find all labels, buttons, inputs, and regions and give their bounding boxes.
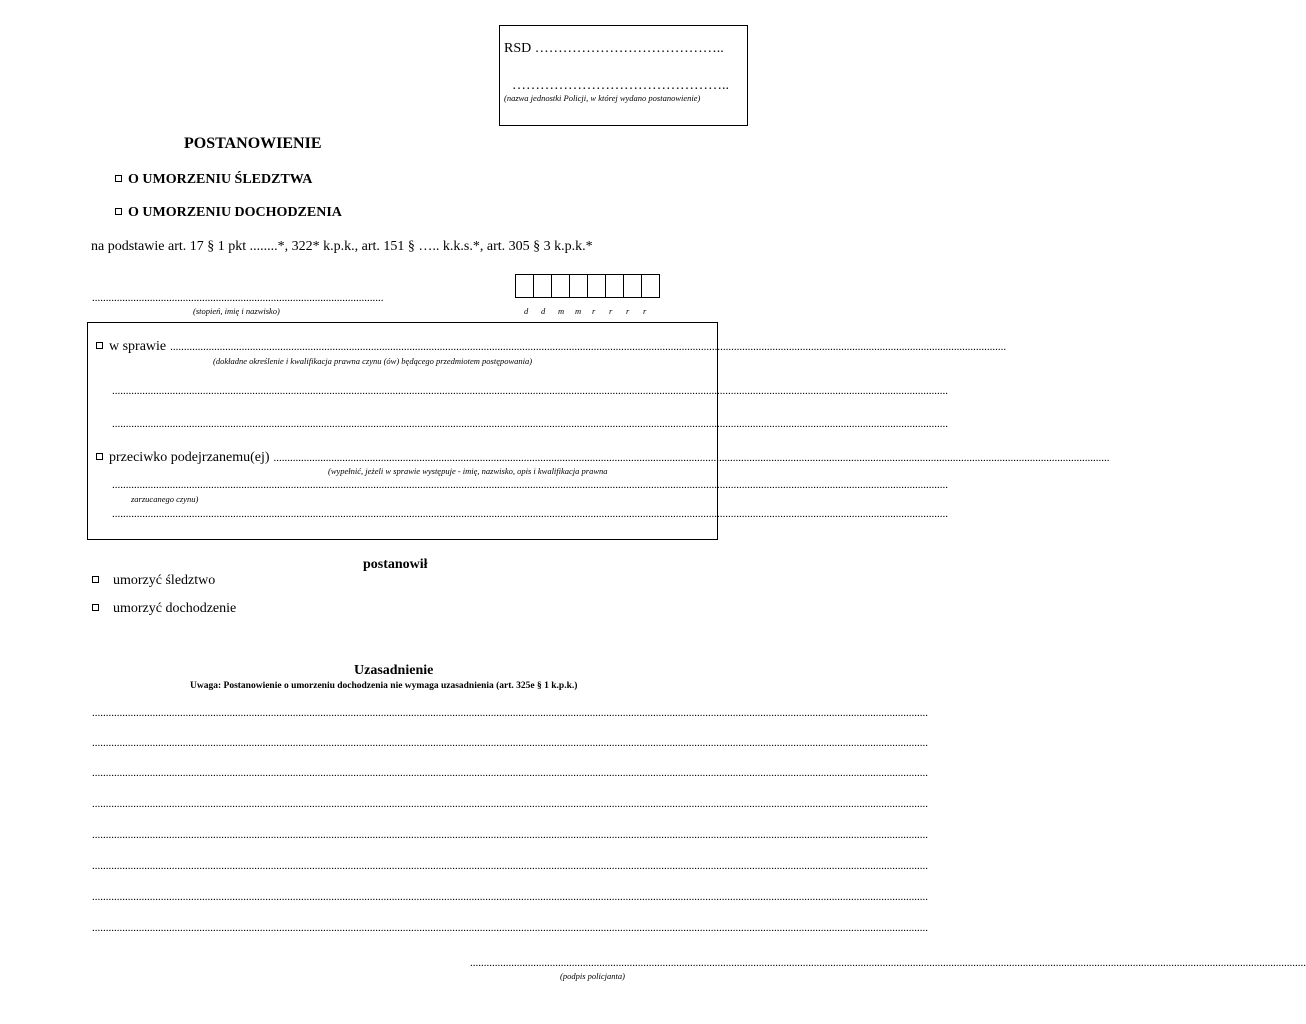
przeciwko-caption-cont: zarzucanego czynu) xyxy=(131,494,199,504)
decision-opt-dochodzenie-label: umorzyć dochodzenie xyxy=(113,601,237,616)
option-sledztwo[interactable] xyxy=(115,172,312,188)
date-cell[interactable] xyxy=(623,274,642,298)
justification-line[interactable]: ................................................................................................................................................................................................................................................................................................................ xyxy=(92,798,928,810)
justification-line[interactable]: ................................................................................................................................................................................................................................................................................................................ xyxy=(92,860,928,872)
case-line[interactable]: ................................................................................................................................................................................................................................................................................................................ xyxy=(112,479,948,491)
decision-opt-sledztwo-label: umorzyć śledztwo xyxy=(113,573,216,588)
decision-opt-sledztwo[interactable] xyxy=(92,573,215,589)
justification-title: Uzasadnienie xyxy=(354,663,434,678)
date-cell[interactable] xyxy=(533,274,552,298)
date-label: r xyxy=(609,306,613,316)
checkbox-icon[interactable] xyxy=(92,604,99,611)
case-box xyxy=(87,322,1110,540)
legal-basis: na podstawie art. 17 § 1 pkt ........*, 322* k.p.k., art. 151 § ….. k.k.s.*, art. 305 § 3 k.p.k.* xyxy=(91,239,593,254)
w-sprawie-caption: (dokładne określenie i kwalifikacja prawna czynu (ów) będącego przedmiotem postępowania) xyxy=(213,356,533,366)
przeciwko-caption: (wypełnić, jeżeli w sprawie występuje - imię, nazwisko, opis i kwalifikacja prawna xyxy=(328,466,608,476)
option-sledztwo-label: O UMORZENIU ŚLEDZTWA xyxy=(128,172,313,187)
case-line[interactable]: ................................................................................................................................................................................................................................................................................................................ xyxy=(112,385,948,397)
justification-line[interactable]: ................................................................................................................................................................................................................................................................................................................ xyxy=(92,922,928,934)
signature-caption: (podpis policjanta) xyxy=(560,971,625,981)
page-title: POSTANOWIENIE xyxy=(184,135,322,152)
w-sprawie-row[interactable] xyxy=(96,339,1007,355)
checkbox-icon[interactable] xyxy=(92,576,99,583)
przeciwko-field[interactable]: ................................................................................................................................................................................................................................................................................................................ xyxy=(273,452,1110,464)
przeciwko-row[interactable] xyxy=(96,450,1110,466)
officer-caption: (stopień, imię i nazwisko) xyxy=(193,306,280,316)
rsd-caption: (nazwa jednostki Policji, w której wydano postanowienie) xyxy=(504,93,701,103)
justification-line[interactable]: ................................................................................................................................................................................................................................................................................................................ xyxy=(92,767,928,779)
rsd-box xyxy=(499,25,748,126)
date-label: m xyxy=(558,306,565,316)
case-line[interactable]: ................................................................................................................................................................................................................................................................................................................ xyxy=(112,418,948,430)
checkbox-icon[interactable] xyxy=(115,208,122,215)
date-cell[interactable] xyxy=(551,274,570,298)
date-cell[interactable] xyxy=(569,274,588,298)
rsd-unit-dots: ……………………………………….. xyxy=(512,78,729,93)
date-labels xyxy=(520,306,656,316)
justification-note: Uwaga: Postanowienie o umorzeniu dochodzenia nie wymaga uzasadnienia (art. 325e § 1 k.p.k.) xyxy=(190,681,578,691)
date-label: r xyxy=(643,306,647,316)
przeciwko-label: przeciwko podejrzanemu(ej) xyxy=(109,450,270,465)
rsd-label: RSD xyxy=(504,41,532,56)
date-label: r xyxy=(592,306,596,316)
justification-line[interactable]: ................................................................................................................................................................................................................................................................................................................ xyxy=(92,891,928,903)
w-sprawie-field[interactable]: ................................................................................................................................................................................................................................................................................................................ xyxy=(170,341,1007,353)
date-label: d xyxy=(541,306,546,316)
checkbox-icon[interactable] xyxy=(96,342,103,349)
w-sprawie-label: w sprawie xyxy=(109,339,167,354)
date-cell[interactable] xyxy=(641,274,660,298)
justification-line[interactable]: ................................................................................................................................................................................................................................................................................................................ xyxy=(92,829,928,841)
case-line[interactable]: ................................................................................................................................................................................................................................................................................................................ xyxy=(112,508,948,520)
decision-opt-dochodzenie[interactable] xyxy=(92,601,236,617)
officer-name-field[interactable]: .......................................................................................................... xyxy=(92,292,384,304)
option-dochodzenie-label: O UMORZENIU DOCHODZENIA xyxy=(128,205,342,220)
checkbox-icon[interactable] xyxy=(115,175,122,182)
justification-line[interactable]: ................................................................................................................................................................................................................................................................................................................ xyxy=(92,737,928,749)
signature-field[interactable]: ................................................................................................................................................................................................................................................................................................................ xyxy=(470,957,1306,969)
justification-line[interactable]: ................................................................................................................................................................................................................................................................................................................ xyxy=(92,707,928,719)
rsd-line xyxy=(504,41,724,57)
rsd-dots: ………………………………….. xyxy=(534,41,724,56)
date-label: d xyxy=(524,306,529,316)
checkbox-icon[interactable] xyxy=(96,453,103,460)
date-input[interactable] xyxy=(516,274,660,298)
date-label: m xyxy=(575,306,582,316)
date-label: r xyxy=(626,306,630,316)
date-cell[interactable] xyxy=(605,274,624,298)
decision-title: postanowił xyxy=(363,557,428,572)
date-cell[interactable] xyxy=(515,274,534,298)
date-cell[interactable] xyxy=(587,274,606,298)
option-dochodzenie[interactable] xyxy=(115,205,342,221)
